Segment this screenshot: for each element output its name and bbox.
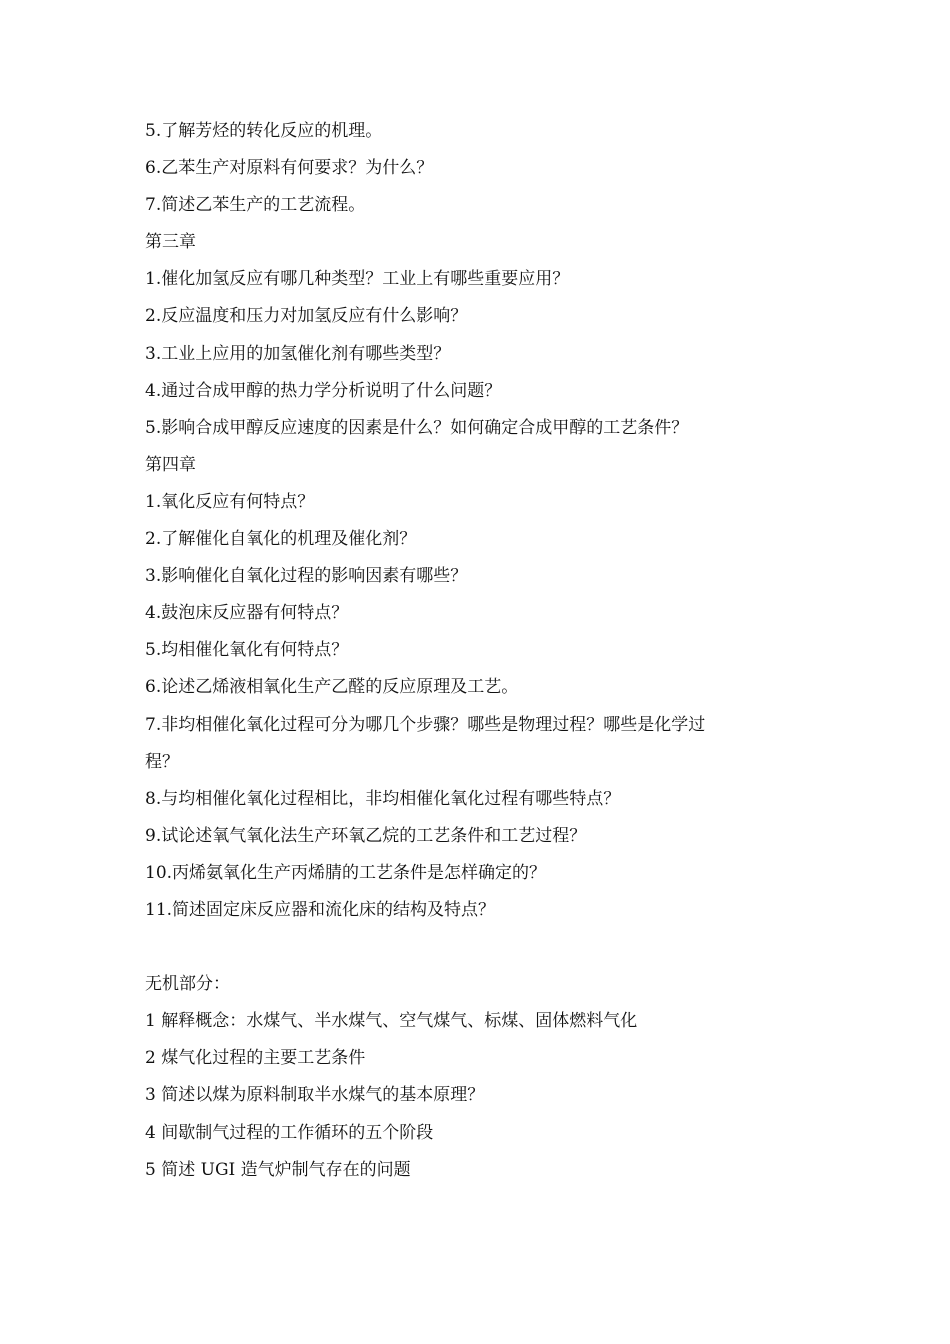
list-item: 1 解释概念：水煤气、半水煤气、空气煤气、标煤、固体燃料气化 xyxy=(145,1011,638,1032)
document-page xyxy=(145,113,825,1189)
section-ch3 xyxy=(145,224,825,447)
chapter-heading: 第四章 xyxy=(145,454,196,475)
list-item: 7.简述乙苯生产的工艺流程。 xyxy=(145,195,366,216)
list-item: 1.催化加氢反应有哪几种类型？工业上有哪些重要应用？ xyxy=(145,269,570,290)
list-item: 9.试论述氧气氧化法生产环氧乙烷的工艺条件和工艺过程？ xyxy=(145,825,587,846)
list-item: 4 间歇制气过程的工作循环的五个阶段 xyxy=(145,1122,434,1143)
blank-line xyxy=(145,929,825,966)
list-item: 1.氧化反应有何特点？ xyxy=(145,491,315,512)
list-item: 10.丙烯氨氧化生产丙烯腈的工艺条件是怎样确定的？ xyxy=(145,862,547,883)
list-item: 11.简述固定床反应器和流化床的结构及特点？ xyxy=(145,899,496,920)
list-item: 5.影响合成甲醇反应速度的因素是什么？如何确定合成甲醇的工艺条件？ xyxy=(145,417,689,438)
list-item: 5 简述 UGI 造气炉制气存在的问题 xyxy=(145,1159,411,1180)
list-item-continuation: 程？ xyxy=(145,751,179,772)
section-inorganic xyxy=(145,966,825,1189)
list-item: 5.了解芳烃的转化反应的机理。 xyxy=(145,121,383,141)
list-item: 3.工业上应用的加氢催化剂有哪些类型？ xyxy=(145,343,451,364)
list-item: 6.论述乙烯液相氧化生产乙醛的反应原理及工艺。 xyxy=(145,677,519,698)
chapter-heading: 第三章 xyxy=(145,232,196,253)
list-item: 4.鼓泡床反应器有何特点？ xyxy=(145,603,349,624)
section-ch2-tail xyxy=(145,113,825,224)
list-item: 2.反应温度和压力对加氢反应有什么影响？ xyxy=(145,306,468,327)
list-item: 3 简述以煤为原料制取半水煤气的基本原理？ xyxy=(145,1085,485,1106)
list-item: 2 煤气化过程的主要工艺条件 xyxy=(145,1048,366,1069)
list-item: 7.非均相催化氧化过程可分为哪几个步骤？哪些是物理过程？哪些是化学过 xyxy=(145,714,706,735)
list-item: 8.与均相催化氧化过程相比，非均相催化氧化过程有哪些特点？ xyxy=(145,788,621,809)
section-heading: 无机部分： xyxy=(145,974,230,995)
list-item: 4.通过合成甲醇的热力学分析说明了什么问题？ xyxy=(145,380,502,401)
list-item: 2.了解催化自氧化的机理及催化剂？ xyxy=(145,529,417,550)
list-item: 6.乙苯生产对原料有何要求？为什么？ xyxy=(145,158,434,179)
list-item: 3.影响催化自氧化过程的影响因素有哪些？ xyxy=(145,566,468,587)
section-ch4 xyxy=(145,447,825,929)
list-item: 5.均相催化氧化有何特点？ xyxy=(145,640,349,661)
